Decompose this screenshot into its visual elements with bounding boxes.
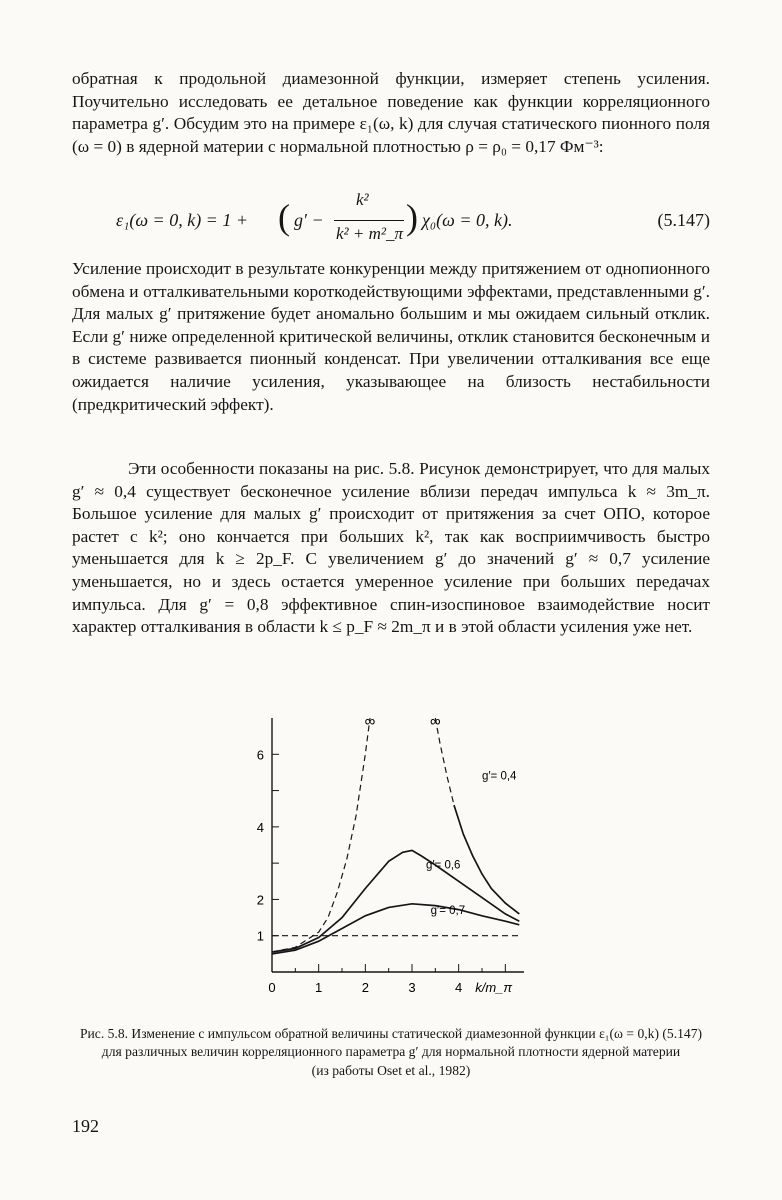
page-number: 192 — [72, 1116, 99, 1136]
infinity-label: ∞ — [364, 713, 376, 730]
series-line-dashed — [435, 718, 519, 914]
figure-5-8-chart — [248, 708, 548, 1018]
chart-curves — [272, 718, 519, 954]
eq-paren-open: ( — [278, 197, 290, 237]
series-line — [272, 850, 519, 952]
chart-axes — [272, 718, 524, 972]
x-axis-label: k/m_π — [475, 980, 513, 995]
y-tick-label: 4 — [256, 819, 264, 835]
y-tick-label: 2 — [256, 892, 264, 908]
series-line — [454, 805, 519, 914]
eq-rhs: χ₀(ω = 0, k). — [422, 210, 513, 230]
equation-5-147 — [72, 190, 710, 256]
curve-label: g′= 0,4 — [482, 770, 517, 783]
eq-gprime: g′ − — [294, 210, 324, 230]
eq-denominator: k² + m²_π — [336, 224, 404, 243]
series-line-dashed — [272, 718, 370, 952]
eq-numerator: k² — [356, 190, 369, 209]
curve-label: g′= 0,6 — [426, 859, 461, 872]
figure-caption — [72, 1025, 710, 1080]
chart-ticks — [257, 747, 513, 995]
paragraph-3: Эти особенности показаны на рис. 5.8. Рисунок демонстрирует, что для малых g′ ≈ 0,4 существует бесконечное усиление вблизи передач импульса k ≈ 3m_π. Большое усиление для малых g′ происходит от притяжения за счет ОПО, которое растет с k²; оно кончается при больших k², так как восприимчивость быстро уменьшается для k ≥ 2p_F. С увеличением g′ до значений g′ ≈ 0,7 усиление уменьшается, но и здесь остается умеренное усиление при больших передачах импульса. Для g′ = 0,8 эффективное спин-изоспиновое взаимодействие носит характер отталкивания в области k ≤ p_F ≈ 2m_π и в этой области усиления уже нет. — [72, 459, 710, 637]
caption-source: (из работы Oset et al., 1982) — [311, 1062, 471, 1078]
x-tick-label: 2 — [361, 980, 369, 995]
eq-paren-close: ) — [406, 197, 418, 237]
eq-lhs: ε₁(ω = 0, k) = 1 + — [116, 210, 248, 230]
caption-text: Рис. 5.8. Изменение с импульсом обратной величины статической диамезонной функции ε₁(ω = 0,k) (5.147) для различных величин корреляционного параметра g′ для нормальной плотности ядерной материи — [79, 1026, 703, 1060]
y-tick-label: 1 — [256, 928, 264, 944]
paragraph-2: Усиление происходит в результате конкуренции между притяжением от однопионного обмена и отталкивательными короткодействующими эффектами, представленными g′. Для малых g′ притяжение будет аномально большим и мы ожидаем сильный отклик. Если g′ ниже определенной критической величины, отклик становится бесконечным и в системе развивается пионный конденсат. При увеличении отталкивания все еще ожидается наличие усиления, указывающее на близость нестабильности (предкритический эффект). — [72, 259, 710, 414]
curve-label: g′= 0,7 — [430, 904, 466, 917]
x-tick-label: 4 — [455, 980, 463, 995]
y-tick-label: 6 — [256, 747, 264, 763]
x-tick-label: 3 — [408, 980, 416, 995]
x-tick-label: 0 — [268, 980, 276, 995]
x-tick-label: 1 — [315, 980, 323, 995]
chart-annotations — [365, 713, 517, 917]
series-line — [272, 904, 519, 954]
infinity-label: ∞ — [429, 713, 441, 730]
paragraph-1: обратная к продольной диамезонной функции, измеряет степень усиления. Поучительно исследовать ее детальное поведение как функции корреляционного параметра g′. Обсудим это на примере ε₁(ω, k) для случая статического пионного поля (ω = 0) в ядерной материи с нормальной плотностью ρ = ρ₀ = 0,17 Фм⁻³: — [72, 69, 710, 156]
eq-fraction-bar — [334, 220, 404, 221]
eq-number: (5.147) — [657, 210, 710, 230]
